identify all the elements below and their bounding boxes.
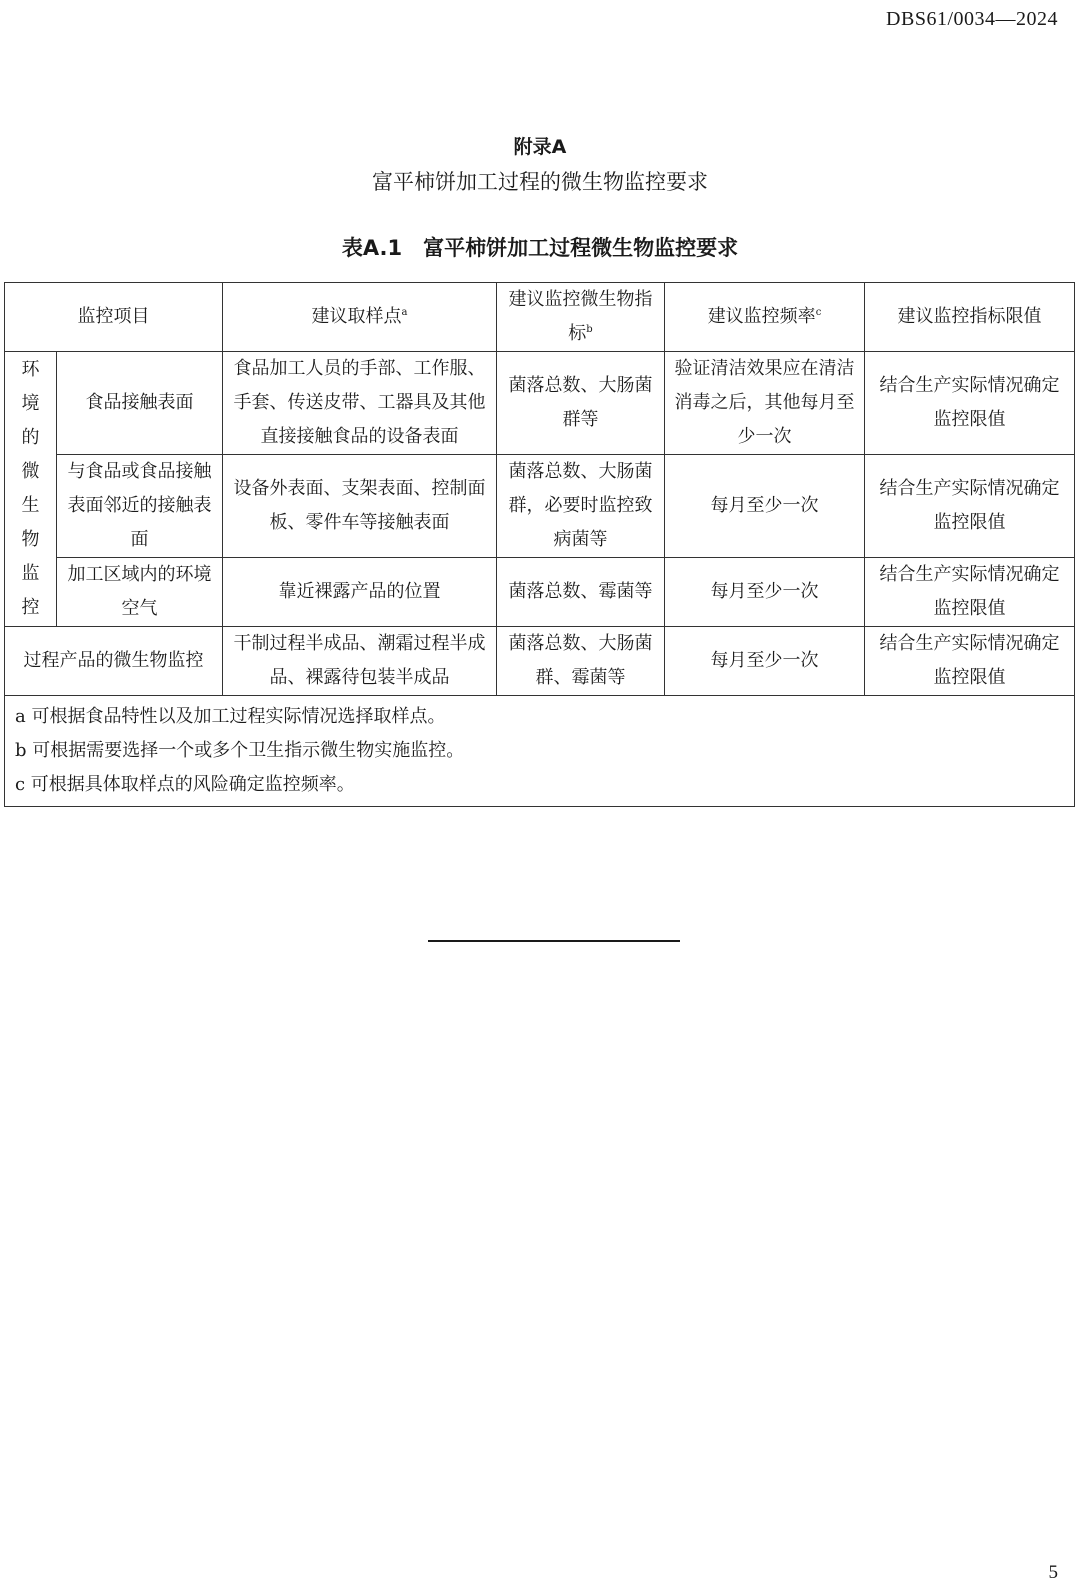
page-number: 5 bbox=[1048, 1562, 1058, 1583]
header-item: 监控项目 bbox=[5, 283, 223, 352]
note-b: b 可根据需要选择一个或多个卫生指示微生物实施监控。 bbox=[15, 740, 465, 761]
table-notes-row bbox=[5, 696, 1075, 807]
footnote-marker-c: c bbox=[815, 307, 822, 318]
appendix-title: 富平柿饼加工过程的微生物监控要求 bbox=[372, 170, 708, 194]
cell-sampling: 干制过程半成品、潮霜过程半成品、裸露待包装半成品 bbox=[223, 627, 497, 696]
table-row bbox=[5, 558, 1075, 627]
header-frequency: 建议监控频率$^c$ bbox=[665, 283, 865, 352]
cell-item: 食品接触表面 bbox=[57, 352, 223, 455]
cell-frequency: 每月至少一次 bbox=[665, 627, 865, 696]
note-a: a 可根据食品特性以及加工过程实际情况选择取样点。 bbox=[15, 706, 446, 727]
cell-sampling: 设备外表面、支架表面、控制面板、零件车等接触表面 bbox=[223, 455, 497, 558]
cell-indicator: 菌落总数、霉菌等 bbox=[497, 558, 665, 627]
table-row bbox=[5, 352, 1075, 455]
table-notes bbox=[5, 696, 1075, 807]
note-c: c 可根据具体取样点的风险确定监控频率。 bbox=[15, 774, 355, 795]
cell-item: 与食品或食品接触表面邻近的接触表面 bbox=[57, 455, 223, 558]
cell-indicator: 菌落总数、大肠菌群等 bbox=[497, 352, 665, 455]
cell-sampling: 食品加工人员的手部、工作服、手套、传送皮带、工器具及其他直接接触食品的设备表面 bbox=[223, 352, 497, 455]
header-limit: 建议监控指标限值 bbox=[865, 283, 1075, 352]
table-row bbox=[5, 627, 1075, 696]
cell-limit: 结合生产实际情况确定监控限值 bbox=[865, 455, 1075, 558]
header-indicator: 建议监控微生物指标$^b$ bbox=[497, 283, 665, 352]
cell-sampling: 靠近裸露产品的位置 bbox=[223, 558, 497, 627]
cell-limit: 结合生产实际情况确定监控限值 bbox=[865, 627, 1075, 696]
table-header-row bbox=[5, 283, 1075, 352]
cell-item: 过程产品的微生物监控 bbox=[5, 627, 223, 696]
table-caption: 表A.1 富平柿饼加工过程微生物监控要求 bbox=[341, 236, 739, 260]
monitoring-table bbox=[4, 282, 1075, 807]
end-of-document-rule bbox=[428, 940, 680, 942]
cell-indicator: 菌落总数、大肠菌群、霉菌等 bbox=[497, 627, 665, 696]
cell-item: 加工区域内的环境空气 bbox=[57, 558, 223, 627]
cell-limit: 结合生产实际情况确定监控限值 bbox=[865, 352, 1075, 455]
table-row bbox=[5, 455, 1075, 558]
header-sampling: 建议取样点$^a$ bbox=[223, 283, 497, 352]
group-label-environment: 环境的微生物监控 bbox=[5, 352, 57, 627]
footnote-marker-b: b bbox=[586, 324, 593, 335]
cell-frequency: 每月至少一次 bbox=[665, 558, 865, 627]
cell-indicator: 菌落总数、大肠菌群，必要时监控致病菌等 bbox=[497, 455, 665, 558]
cell-frequency: 验证清洁效果应在清洁消毒之后，其他每月至少一次 bbox=[665, 352, 865, 455]
footnote-marker-a: a bbox=[401, 307, 408, 318]
document-code: DBS61/0034—2024 bbox=[886, 8, 1058, 30]
cell-frequency: 每月至少一次 bbox=[665, 455, 865, 558]
cell-limit: 结合生产实际情况确定监控限值 bbox=[865, 558, 1075, 627]
appendix-label: 附录A bbox=[513, 136, 567, 158]
